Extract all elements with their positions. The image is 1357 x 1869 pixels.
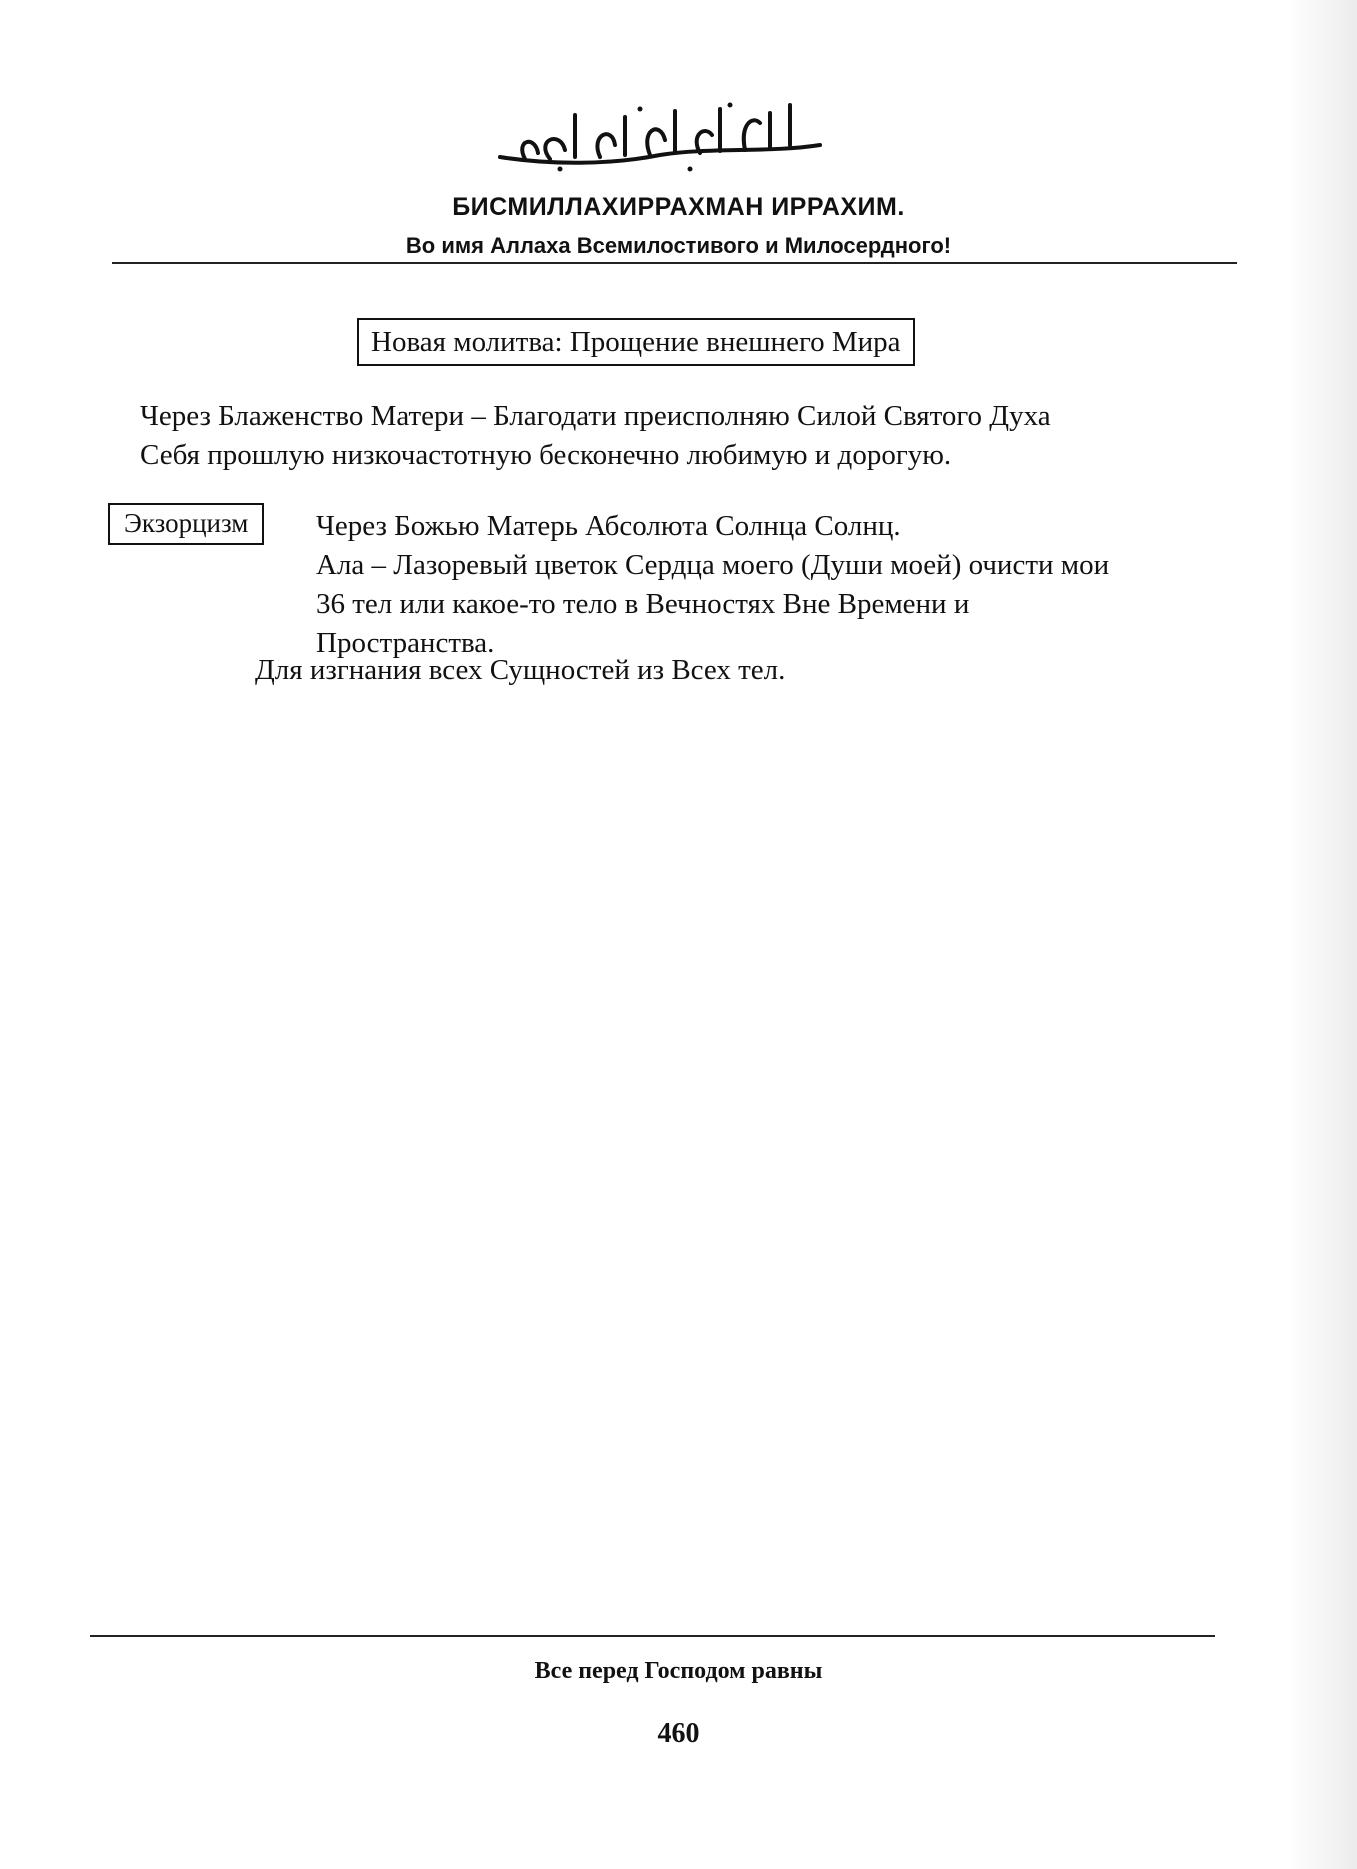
intro-line: Себя прошлую низкочастотную бесконечно любимую и дорогую. [140,439,952,471]
exorcism-label: Экзорцизм [108,503,264,545]
page-edge-shadow [1287,0,1357,1869]
header-subtitle: Во имя Аллаха Всемилостивого и Милосердного! [405,233,952,258]
page-number: 460 [657,1718,700,1749]
footer-text: Все перед Господом равны [534,1658,823,1684]
header-divider [112,262,1237,264]
footer-divider [90,1635,1215,1637]
intro-line: Через Блаженство Матери – Благодати преисполняю Силой Святого Духа [140,400,1051,432]
exorcism-paragraph [316,507,1236,663]
exorcism-line: Пространства. [316,627,495,659]
exorcism-line: 36 тел или какое-то тело в Вечностях Вне Времени и [316,588,970,620]
intro-paragraph [140,397,1220,475]
bismillah-calligraphy-icon [490,95,830,175]
exorcism-line: Через Божью Матерь Абсолюта Солнца Солнц. [316,510,901,542]
prayer-title: Новая молитва: Прощение внешнего Мира [357,318,915,366]
closing-line: Для изгнания всех Сущностей из Всех тел. [255,654,786,686]
header-title: БИСМИЛЛАХИРРАХМАН ИРРАХИМ. [452,193,905,221]
exorcism-line: Ала – Лазоревый цветок Сердца моего (Души моей) очисти мои [316,549,1110,581]
